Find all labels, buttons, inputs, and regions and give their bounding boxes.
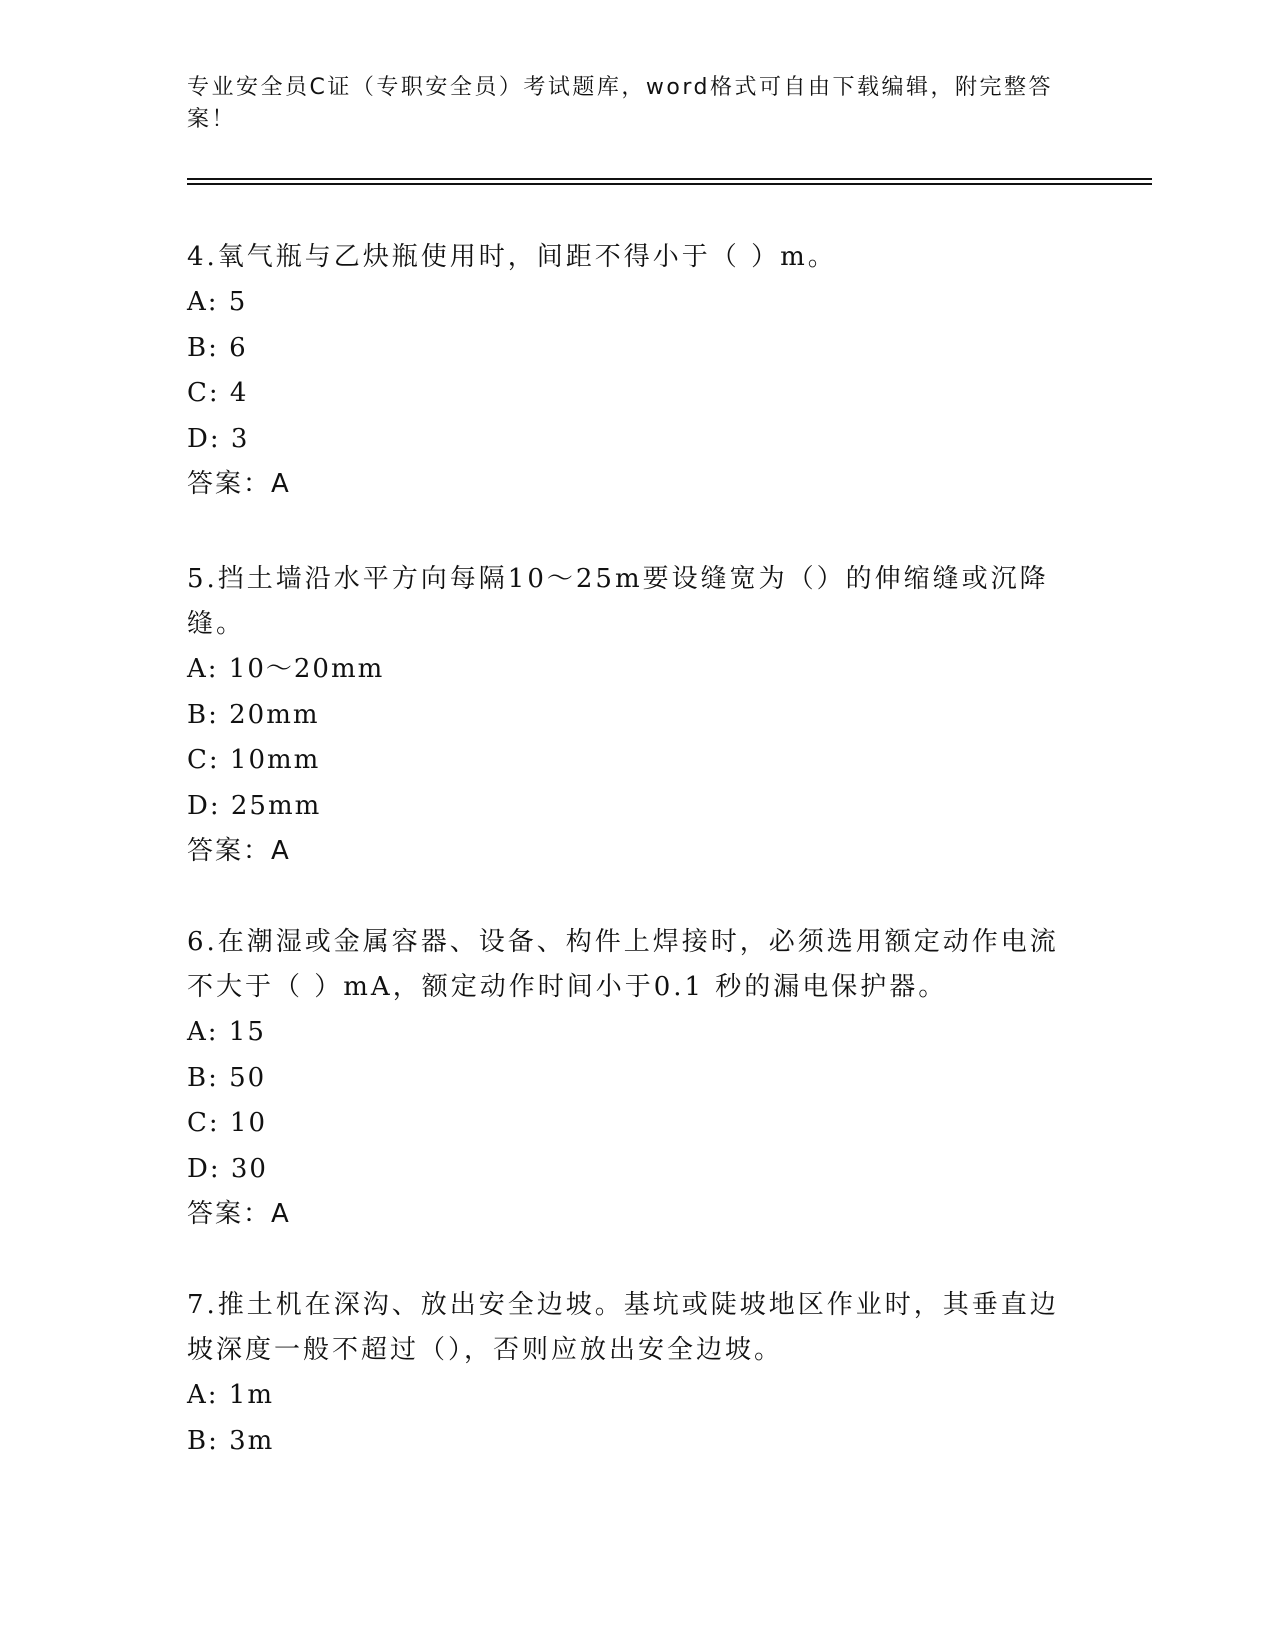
question-block	[187, 557, 1067, 874]
question-block	[187, 235, 1067, 507]
option-c: C: 10mm	[187, 745, 321, 775]
question-block	[187, 920, 1067, 1237]
question-stem: 5.挡土墙沿水平方向每隔10～25m要设缝宽为（）的伸缩缝或沉降缝。	[187, 564, 1049, 639]
document-header: 专业安全员C证（专职安全员）考试题库，word格式可自由下载编辑，附完整答案！	[187, 75, 1053, 132]
question-stem: 7.推土机在深沟、放出安全边坡。基坑或陡坡地区作业时，其垂直边坡深度一般不超过（），否则应放出安全边坡。	[187, 1290, 1059, 1365]
option-a: A: 5	[187, 287, 248, 317]
question-block	[187, 1283, 1067, 1464]
option-d: D: 3	[187, 423, 250, 454]
answer-line: 答案：A	[187, 1199, 291, 1229]
option-c: C: 10	[187, 1108, 268, 1138]
answer-line: 答案：A	[187, 836, 291, 866]
option-a: A: 1m	[187, 1380, 274, 1410]
option-b: B: 20mm	[187, 699, 320, 730]
option-b: B: 6	[187, 332, 248, 363]
option-b: B: 50	[187, 1062, 267, 1093]
option-a: A: 10～20mm	[187, 654, 385, 684]
question-stem: 4.氧气瓶与乙炔瓶使用时，间距不得小于（ ）m。	[187, 242, 837, 272]
header-divider-bottom	[187, 183, 1152, 185]
option-d: D: 25mm	[187, 790, 322, 821]
option-c: C: 4	[187, 378, 249, 408]
option-b: B: 3m	[187, 1425, 275, 1456]
question-stem: 6.在潮湿或金属容器、设备、构件上焊接时，必须选用额定动作电流不大于（ ）mA，额定动作时间小于0.1 秒的漏电保护器。	[187, 927, 1059, 1002]
answer-line: 答案：A	[187, 469, 291, 499]
option-d: D: 30	[187, 1153, 268, 1184]
header-divider-top	[187, 178, 1152, 180]
option-a: A: 15	[187, 1017, 266, 1047]
